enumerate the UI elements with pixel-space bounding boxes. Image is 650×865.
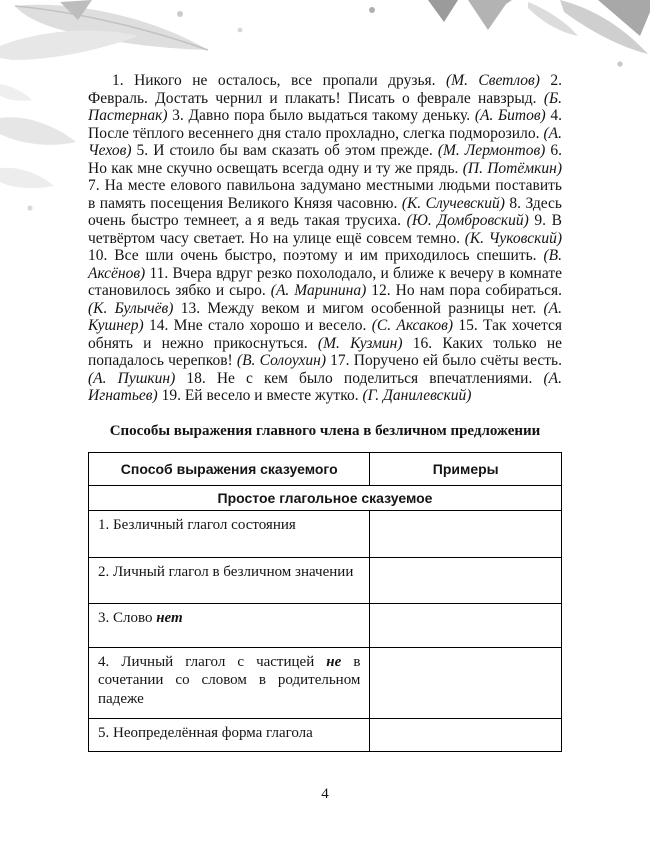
method-cell	[89, 718, 370, 751]
emphasized-text: (А. Кушнер)	[88, 299, 562, 334]
feathers-top-left-decoration	[0, 0, 242, 60]
table-row	[89, 557, 562, 603]
plain-text: 7. На месте елового павильона задумано местными людьми поставить в память посещения Великого Князя часовню.	[88, 177, 562, 212]
feathers-left-edge-decoration	[0, 84, 76, 211]
plain-text: 1. Никого не осталось, все пропали друзья.	[112, 72, 446, 89]
page-content	[88, 72, 562, 752]
emphasized-text: (К. Случевский)	[401, 194, 505, 212]
method-cell	[89, 647, 370, 718]
table-body	[89, 510, 562, 751]
method-cell	[89, 557, 370, 603]
emphasized-text: не	[326, 653, 342, 670]
passage	[88, 72, 562, 405]
emphasized-text: (А. Битов)	[474, 107, 546, 124]
table-row	[89, 603, 562, 647]
table-header-row	[89, 452, 562, 485]
plain-text: 8. Здесь очень быстро темнеет, а я ведь такая трусиха.	[88, 194, 562, 229]
method-cell	[89, 510, 370, 557]
header-examples: Примеры	[370, 452, 562, 485]
section-label: Простое глагольное сказуемое	[89, 485, 562, 510]
plain-text: 19. Ей весело и вместе жутко.	[157, 387, 363, 404]
emphasized-text: (П. Потёмкин)	[462, 159, 562, 177]
table-section-row	[89, 485, 562, 510]
example-cell	[370, 557, 562, 603]
example-cell	[370, 718, 562, 751]
plain-text: 2. Февраль. Достать чернил и плакать! Писать о феврале навзрыд.	[88, 72, 562, 107]
emphasized-text: нет	[156, 609, 183, 626]
table-title: Способы выражения главного члена в безличном предложении	[109, 422, 541, 439]
example-cell	[370, 510, 562, 557]
grunge-top-right-decoration	[369, 0, 650, 67]
emphasized-text: (В. Солоухин)	[236, 352, 326, 369]
emphasized-text: (В. Аксёнов)	[88, 247, 562, 282]
plain-text: 14. Мне стало хорошо и весело.	[143, 317, 372, 334]
plain-text: 5. И стоило бы вам сказать об этом прежде.	[131, 142, 438, 159]
plain-text: в сочетании со словом в родительном падеже	[98, 653, 361, 707]
plain-text: 2. Личный глагол в безличном значении	[98, 563, 354, 580]
plain-text: 5. Неопределённая форма глагола	[98, 724, 313, 741]
plain-text: 3. Давно пора было выдаться такому деньку.	[167, 107, 475, 124]
plain-text: 11. Вчера вдруг резко похолодало, и ближе к вечеру в комнате становилось зябко и сыро.	[88, 264, 562, 299]
method-cell	[89, 603, 370, 647]
emphasized-text: (М. Светлов)	[446, 72, 540, 89]
page-number: 4	[321, 786, 329, 802]
emphasized-text: (Б. Пастернак)	[88, 89, 562, 124]
plain-text: 6. Но как мне скучно освещать всегда одну и ту же прядь.	[88, 142, 563, 177]
plain-text: 10. Все шли очень быстро, поэтому и им приходилось спешить.	[88, 247, 544, 264]
plain-text: 3. Слово	[98, 609, 157, 626]
emphasized-text: (М. Кузмин)	[317, 334, 403, 352]
plain-text: 12. Но нам пора собираться.	[366, 282, 562, 299]
emphasized-text: (А. Чехов)	[88, 124, 562, 159]
table-row	[89, 647, 562, 718]
table-row	[89, 510, 562, 557]
example-cell	[370, 647, 562, 718]
plain-text: 4. После тёплого весеннего дня стало прохладно, слегка подморозило.	[88, 107, 563, 142]
plain-text: 1. Безличный глагол состояния	[98, 516, 296, 533]
emphasized-text: (К. Булычёв)	[88, 299, 174, 317]
predicate-forms-table	[88, 452, 562, 752]
table-row	[89, 718, 562, 751]
emphasized-text: (А. Пушкин)	[88, 369, 176, 387]
plain-text: 9. В четвёртом часу светает. Но на улице ещё совсем темно.	[88, 212, 563, 247]
plain-text: 17. Поручено ей было счёты весть.	[325, 352, 562, 369]
emphasized-text: (А. Маринина)	[270, 282, 367, 299]
emphasized-text: (Г. Данилевский)	[362, 387, 472, 404]
plain-text: 4. Личный глагол с частицей	[98, 653, 327, 670]
emphasized-text: (Ю. Домбровский)	[406, 212, 529, 229]
header-method: Способ выражения сказуемого	[89, 452, 370, 485]
emphasized-text: (С. Аксаков)	[371, 317, 454, 334]
plain-text: 15. Так хочется обнять и нежно прикоснуться.	[88, 317, 562, 352]
emphasized-text: (К. Чуковский)	[464, 229, 562, 247]
plain-text: 18. Не с кем было поделиться впечатлениями.	[175, 369, 544, 387]
plain-text: 13. Между веком и мигом особенной разницы нет.	[173, 299, 544, 317]
emphasized-text: (М. Лермонтов)	[437, 142, 546, 159]
example-cell	[370, 603, 562, 647]
plain-text: 16. Каких только не попадалось черепков!	[88, 334, 563, 369]
emphasized-text: (А. Игнатьев)	[88, 369, 562, 404]
